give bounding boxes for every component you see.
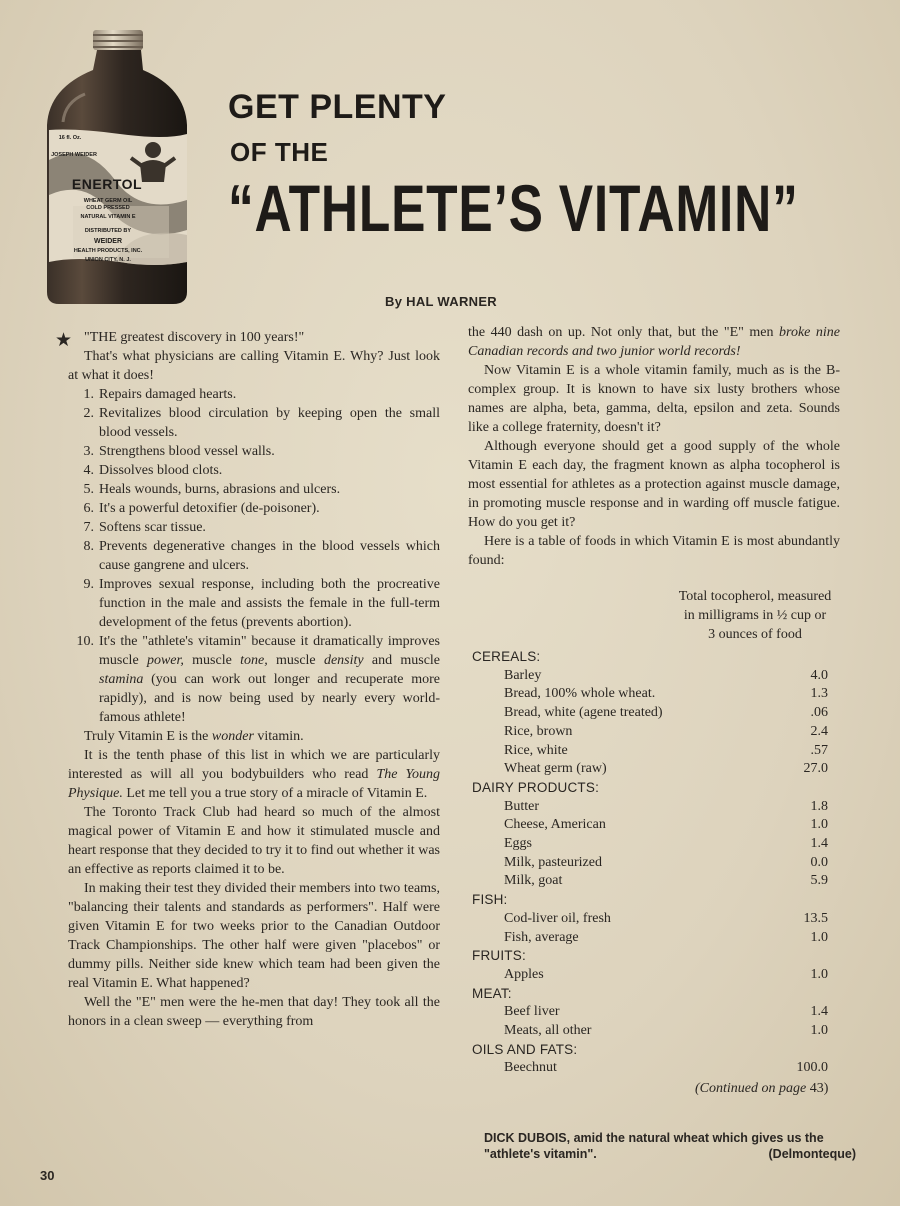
although-paragraph: Although everyone should get a good supply of the whole Vitamin E each day, the fragment known as alpha tocopherol is most essential for athletes as a protection against muscle damage, in promoting muscle response and in warding off muscle fatigue. How do you get it? [468,439,840,530]
benefits-list [68,385,440,727]
table-category: FRUITS: [472,948,526,964]
table-row: Bread, white (agene treated) .06 [504,705,828,721]
table-category: MEAT: [472,985,512,1001]
table-row: Butter 1.8 [504,798,828,814]
table-row: Meats, all other 1.0 [504,1023,828,1039]
list-item: 1. Repairs damaged hearts. [83,387,237,402]
article-left-column [68,328,440,1031]
byline: By HAL WARNER [385,294,498,309]
headline-line-2: OF THE [230,137,329,167]
headline-line-3: “ATHLETE’S VITAMIN” [228,171,799,245]
page-number: 30 [40,1168,55,1183]
table-row: Rice, white .57 [504,742,828,758]
list-item: 2. Revitalizes blood circulation by keeping open the small blood vessels. [83,406,440,440]
intro-quote: "THE greatest discovery in 100 years!" [84,330,305,345]
table-row: Fish, average 1.0 [504,929,828,945]
tenth-paragraph: It is the tenth phase of this list in which we are particularly interested as will all you bodybuilders who read The Young Physique. Let me tell you a true story of a miracle of Vitamin E. [68,748,440,801]
test-paragraph: In making their test they divided their members into two teams, "balancing their talents and standards as performers". Half were given Vitamin E for two weeks prior to the Canadian Outdoor Track Championships. The other half were given "placebos" or dummy pills. Neither side knew which team had been given the real Vitamin E. What happened? [68,881,440,991]
bottle-dist4: UNION CITY, N. J. [85,257,131,263]
bottle-brand: ENERTOL [71,176,143,192]
list-item: 6. It's a powerful detoxifier (de-poisoner). [83,501,320,516]
list-item: 9. Improves sexual response, including both the procreative function in the male and assists the female in the full-term development of the fetus (prevents abortion). [83,577,440,630]
bottle-dist1: DISTRIBUTED BY [84,228,132,234]
table-category: FISH: [472,892,508,908]
photo-caption [484,1130,856,1162]
table-row: Cod-liver oil, fresh 13.5 [504,910,828,926]
table-row: Apples 1.0 [504,966,828,982]
vitamin-e-food-table [472,648,852,1078]
caption-text: DICK DUBOIS, amid the natural wheat which gives us the "athlete's vitamin". [484,1131,824,1161]
bottle-dist2: WEIDER [94,238,122,245]
table-category: DAIRY PRODUCTS: [472,779,600,795]
intro-paragraph: That's what physicians are calling Vitamin E. Why? Just look at what it does! [68,349,440,383]
table-row: Bread, 100% whole wheat. 1.3 [504,686,828,702]
list-item: 3. Strengthens blood vessel walls. [83,444,275,459]
result-paragraph: Well the "E" men were the he-men that day! They took all the honors in a clean sweep — everything from [68,995,440,1029]
headline-line-1: GET PLENTY [228,88,447,126]
table-row: Rice, brown 2.4 [504,723,828,739]
table-intro-paragraph: Here is a table of foods in which Vitamin E is most abundantly found: [468,534,840,568]
list-item: 5. Heals wounds, burns, abrasions and ulcers. [83,482,341,497]
list-item: 4. Dissolves blood clots. [83,463,223,478]
table-row: Barley 4.0 [504,667,828,683]
table-row: Milk, pasteurized 0.0 [504,854,828,870]
table-category: CEREALS: [472,649,541,664]
bottle-desc2: COLD PRESSED [86,205,130,211]
table-row: Eggs 1.4 [504,836,828,852]
list-item: 10. It's the "athlete's vitamin" because it dramatically improves muscle power, muscle tone, muscle density and muscle stamina (you can work out longer and recuperate more rapidly), and is now being used by nearly every world-famous athlete! [76,634,441,725]
table-category: OILS AND FATS: [472,1041,578,1057]
star-icon: ★ [55,330,73,351]
table-row: Beef liver 1.4 [504,1004,828,1020]
article-right-column [468,323,840,570]
table-row: Beechnut 100.0 [504,1060,828,1076]
toronto-paragraph: The Toronto Track Club had heard so much of the almost magical power of Vitamin E and how it stimulated muscle and heart response that they decided to try it to find out whether it was an effective as reports claimed it to be. [68,805,440,877]
bottle-desc1: WHEAT GERM OIL [83,198,133,204]
table-row: Milk, goat 5.9 [504,873,828,889]
continued-paragraph: the 440 dash on up. Not only that, but the "E" men broke nine Canadian records and two junior world records! [468,325,840,359]
continued-note: (Continued on page 43) [695,1081,829,1096]
table-row: Wheat germ (raw) 27.0 [504,761,828,777]
bottle-size: 16 fl. Oz. [58,135,82,141]
family-paragraph: Now Vitamin E is a whole vitamin family, much as is the B-complex group. It is known to have six lusty brothers whose names are alpha, beta, gamma, delta, epsilon and zeta. Sounds like a college fraternity, doesn't it? [468,363,840,435]
bottle-dist3: HEALTH PRODUCTS, INC. [73,248,143,254]
list-item: 7. Softens scar tissue. [83,520,206,535]
bottle-desc3: NATURAL VITAMIN E [80,214,136,220]
truly-paragraph: Truly Vitamin E is the wonder vitamin. [84,729,304,744]
table-header: Total tocopherol, measured in milligrams in ½ cup or 3 ounces of food [678,589,832,642]
photo-credit: (Delmonteque) [768,1147,856,1161]
list-item: 8. Prevents degenerative changes in the blood vessels which cause gangrene and ulcers. [83,539,440,573]
bottle-maker: JOSEPH WEIDER [51,152,97,158]
table-row: Cheese, American 1.0 [504,817,828,833]
